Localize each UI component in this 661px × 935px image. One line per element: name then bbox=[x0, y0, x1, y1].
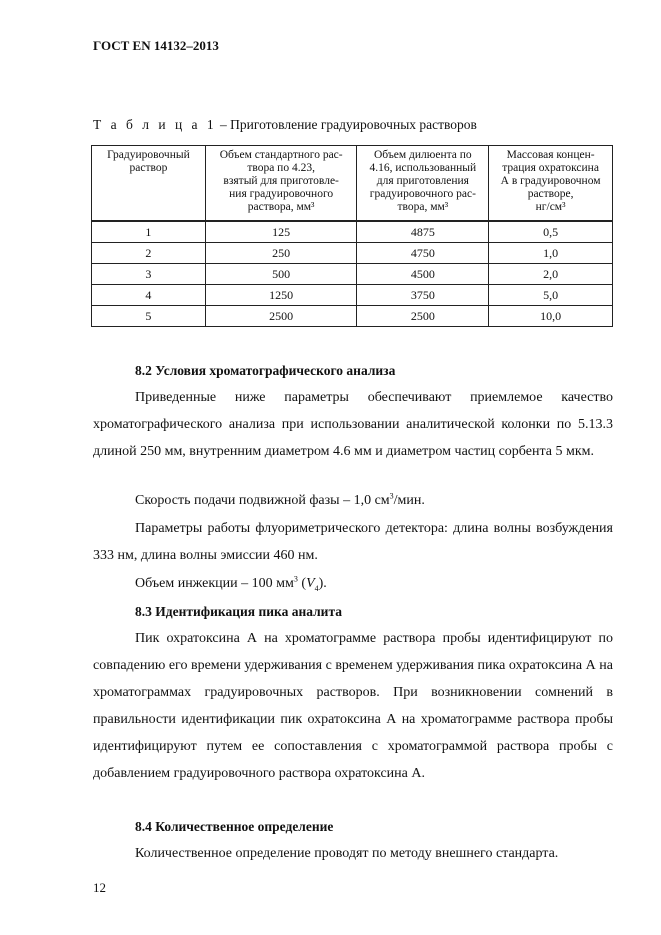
header-line: твора по 4.23, bbox=[247, 162, 315, 174]
header-line: Объем стандартного рас- bbox=[219, 149, 343, 161]
table-row bbox=[92, 264, 613, 285]
header-diluent-volume bbox=[357, 146, 489, 222]
table-cell: 10,0 bbox=[489, 306, 613, 327]
calibration-table bbox=[91, 145, 613, 327]
table-cell: 250 bbox=[205, 243, 357, 264]
header-line: раствора, мм³ bbox=[247, 201, 315, 213]
header-standard-volume bbox=[205, 146, 357, 222]
detector-paragraph: Параметры работы флуориметрического детектора: длина волны возбуждения 333 нм, длина волны эмиссии 460 нм. bbox=[93, 521, 613, 563]
header-line: нг/см³ bbox=[535, 201, 566, 213]
flow-rate-text: Скорость подачи подвижной фазы – 1,0 см bbox=[135, 493, 390, 508]
table-cell: 2 bbox=[92, 243, 206, 264]
table-cell: 4500 bbox=[357, 264, 489, 285]
section-8-2-heading: 8.2 Условия хроматографического анализа bbox=[135, 363, 396, 378]
table-cell: 2500 bbox=[357, 306, 489, 327]
header-line: А в градуировочном bbox=[500, 175, 601, 187]
flow-rate-line: Скорость подачи подвижной фазы – 1,0 $см^3$/мин. bbox=[135, 491, 425, 508]
header-line: растворе, bbox=[527, 188, 574, 200]
table-cell: 4750 bbox=[357, 243, 489, 264]
header-line: 4.16, использованный bbox=[369, 162, 477, 174]
table-cell: 0,5 bbox=[489, 221, 613, 243]
table-row bbox=[92, 221, 613, 243]
table-cell: 5,0 bbox=[489, 285, 613, 306]
header-line: для приготовления bbox=[376, 175, 469, 187]
header-line: раствор bbox=[129, 162, 168, 174]
table-caption-label: Т а б л и ц а 1 bbox=[93, 117, 217, 132]
table-cell: 4875 bbox=[357, 221, 489, 243]
table-cell: 1 bbox=[92, 221, 206, 243]
table-cell: 3 bbox=[92, 264, 206, 285]
header-line: взятый для приготовле- bbox=[223, 175, 339, 187]
section-8-3-heading: 8.3 Идентификация пика аналита bbox=[135, 604, 342, 619]
injection-volume-sub: 4 bbox=[314, 583, 319, 593]
section-8-2-paragraph: Приведенные ниже параметры обеспечивают приемлемое качество хроматографического анализа при использовании аналитической колонки по 5.13.3 длиной 250 мм, внутренним диаметром 4.6 мм и диаметром частиц сорбента 5 мкм. bbox=[93, 390, 613, 459]
injection-volume-line: Объем инжекции – 100 $мм^3$ $(V_4)$. bbox=[135, 574, 327, 593]
injection-volume-text: Объем инжекции – 100 мм bbox=[135, 576, 294, 591]
table-cell: 4 bbox=[92, 285, 206, 306]
table-cell: 2500 bbox=[205, 306, 357, 327]
header-line: ния градуировочного bbox=[229, 188, 334, 200]
section-8-4-paragraph: Количественное определение проводят по методу внешнего стандарта. bbox=[135, 846, 559, 861]
header-line: твора, мм³ bbox=[397, 201, 449, 213]
header-solution bbox=[92, 146, 206, 222]
table-cell: 3750 bbox=[357, 285, 489, 306]
header-line: Массовая концен- bbox=[506, 149, 595, 161]
table-row bbox=[92, 306, 613, 327]
header-mass-concentration bbox=[489, 146, 613, 222]
document-header: ГОСТ EN 14132–2013 bbox=[93, 38, 219, 53]
page-number: 12 bbox=[93, 880, 106, 895]
injection-volume-var: V bbox=[306, 576, 315, 591]
table-cell: 5 bbox=[92, 306, 206, 327]
table-cell: 125 bbox=[205, 221, 357, 243]
section-8-4-heading: 8.4 Количественное определение bbox=[135, 819, 334, 834]
header-line: Объем дилюента по bbox=[373, 149, 472, 161]
header-line: Градуировочный bbox=[107, 149, 190, 161]
table-cell: 1250 bbox=[205, 285, 357, 306]
flow-rate-unit: /мин. bbox=[393, 493, 425, 508]
section-8-3-paragraph: Пик охратоксина А на хроматограмме раствора пробы идентифицируют по совпадению его времени удерживания с временем удерживания пика охратоксина А на хроматограммах градуировочных растворов. При возникновении сомнений в правильности идентификации пик охратоксина А на хроматограмме раствора пробы идентифицируют путем ее сопоставления с хроматограммой раствора пробы с добавлением градуировочного раствора охратоксина А. bbox=[93, 631, 613, 781]
table-caption bbox=[93, 117, 477, 133]
table-caption-text: – Приготовление градуировочных растворов bbox=[216, 117, 477, 132]
table-cell: 1,0 bbox=[489, 243, 613, 264]
header-line: градуировочного рас- bbox=[369, 188, 476, 200]
table-cell: 2,0 bbox=[489, 264, 613, 285]
table-row bbox=[92, 243, 613, 264]
header-line: трация охратоксина bbox=[502, 162, 599, 174]
table-header-row bbox=[92, 146, 613, 222]
table-cell: 500 bbox=[205, 264, 357, 285]
table-row bbox=[92, 285, 613, 306]
